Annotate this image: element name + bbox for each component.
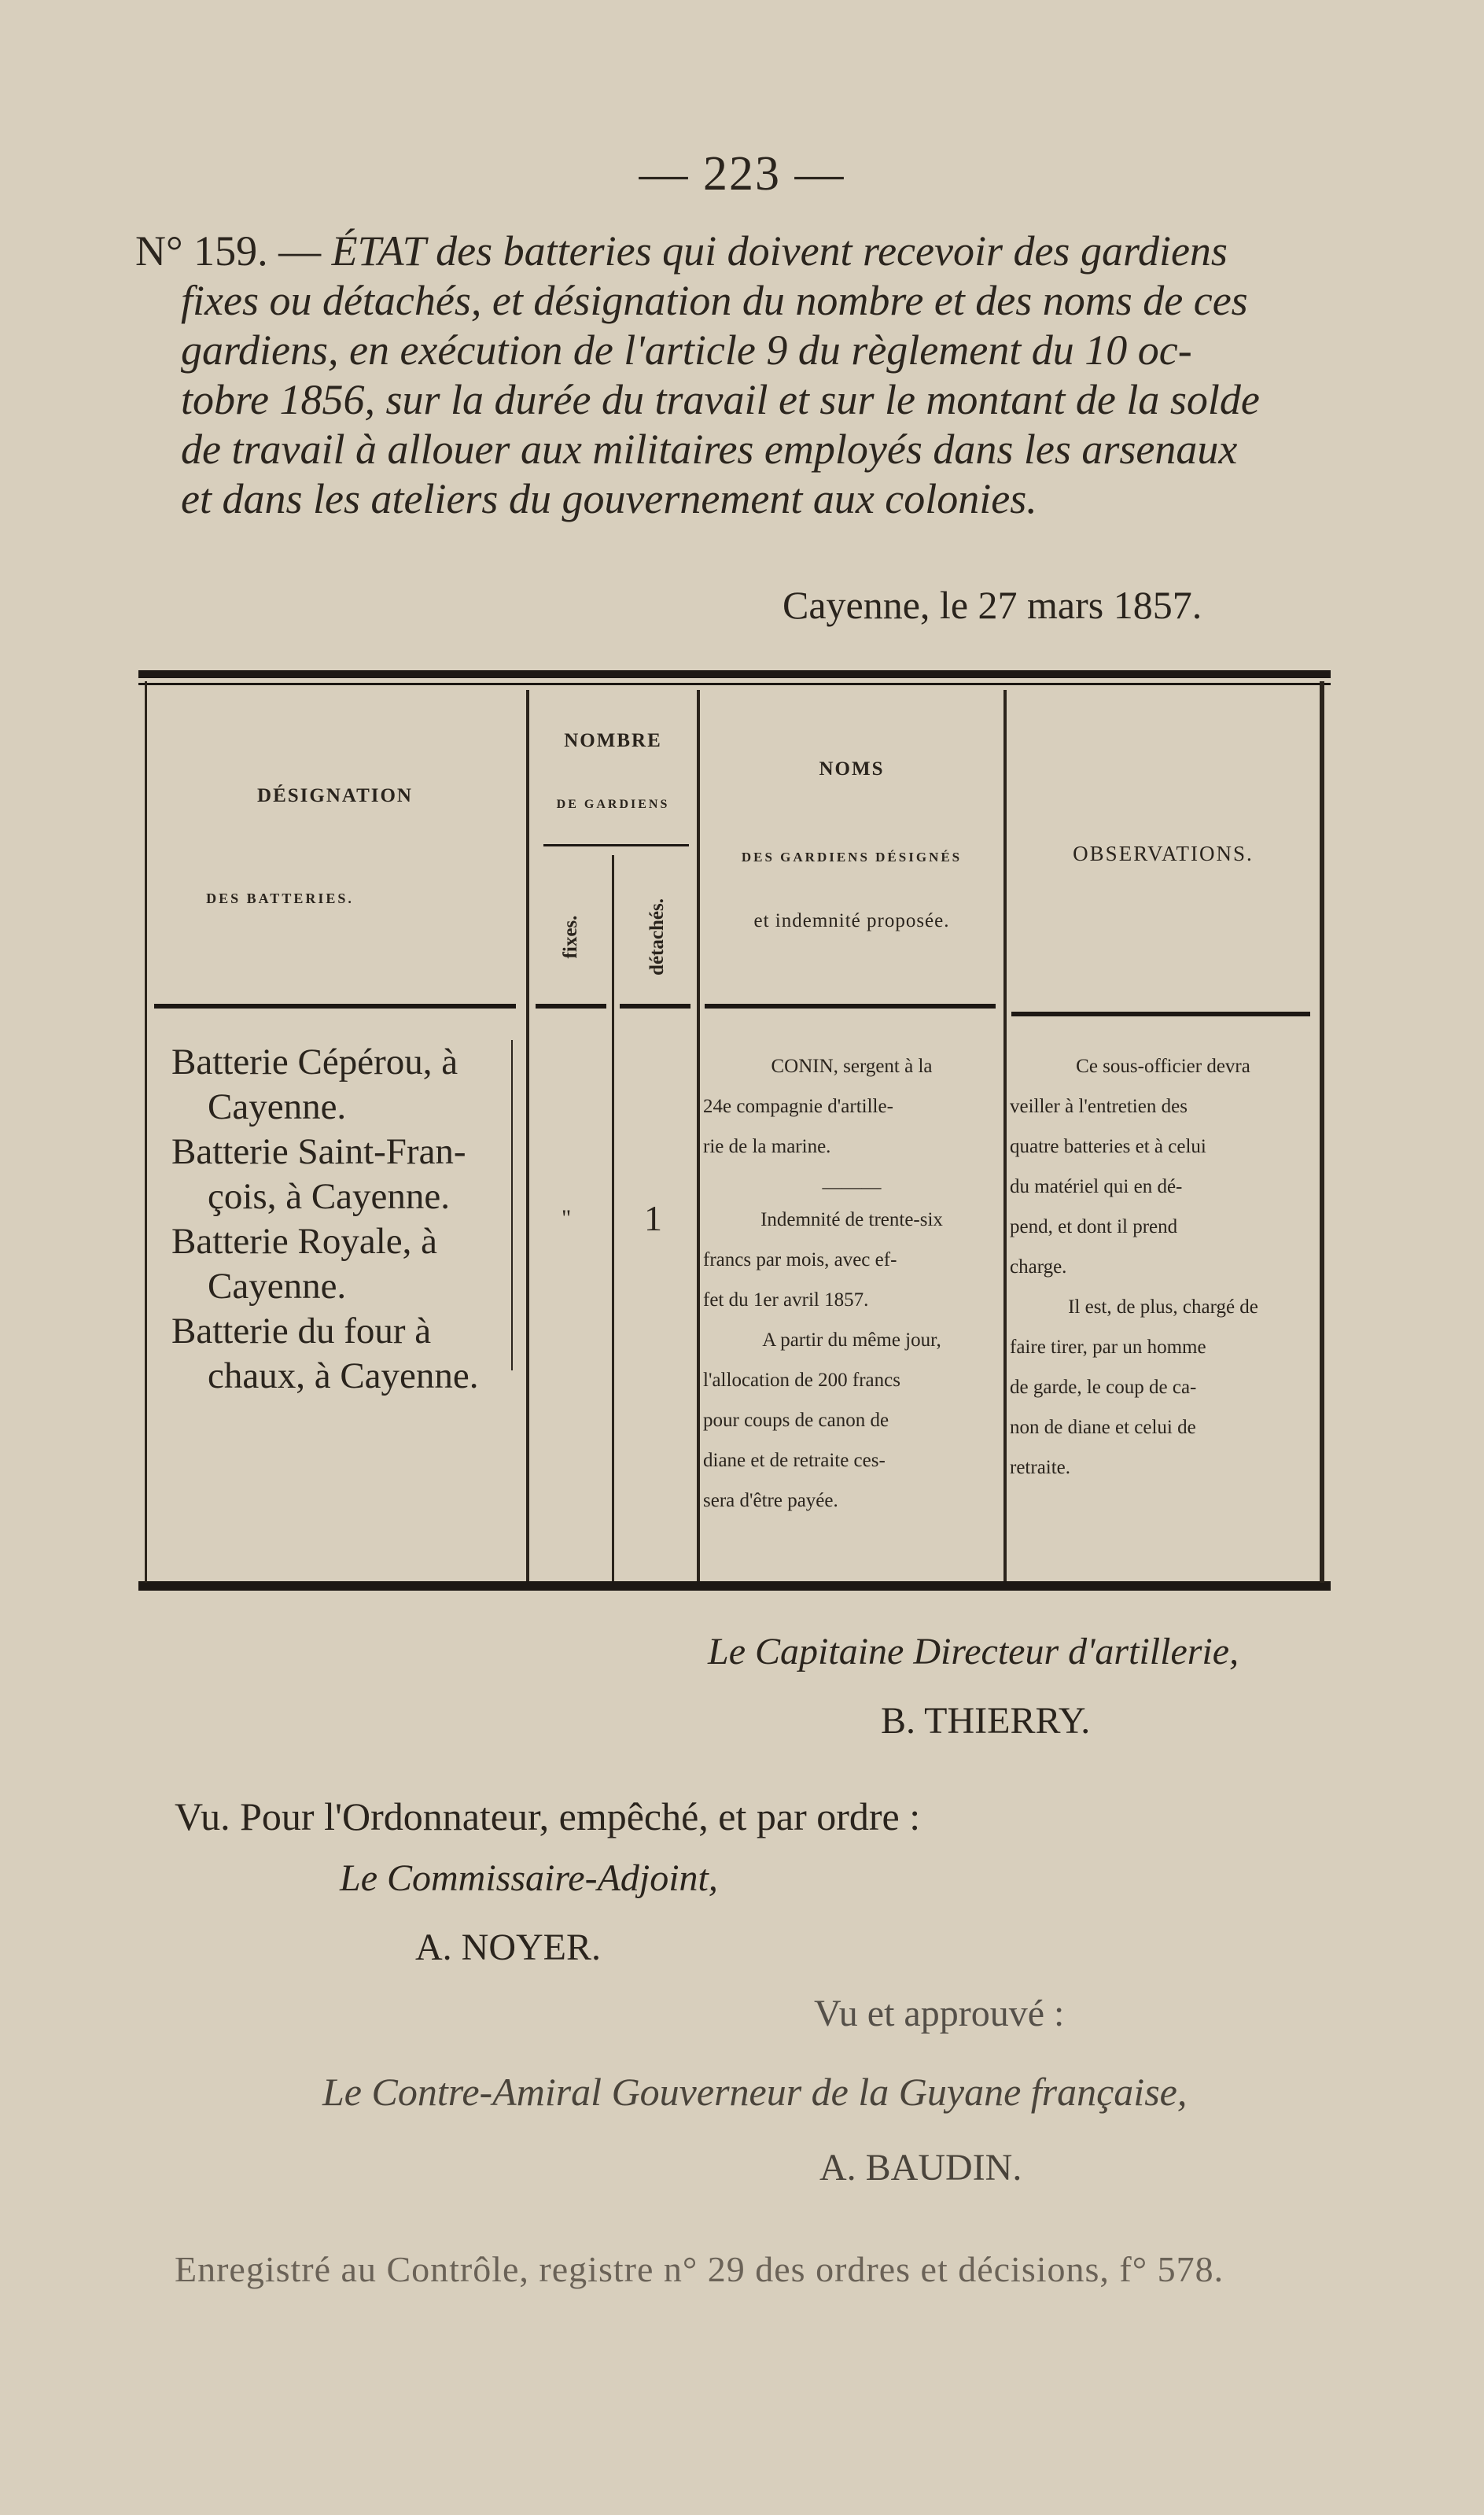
indemnite-line-2: francs par mois, avec ef- [703,1249,897,1270]
noms-separator: ——— [822,1177,882,1198]
col-sep-2 [697,690,700,1581]
battery-3-line2: Cayenne. [208,1266,347,1307]
header-nombre-sub: DE GARDIENS [556,798,670,811]
page-number: — 223 — [639,147,845,201]
col-sep-1 [526,690,529,1581]
battery-1-line1: Batterie Cépérou, à [171,1042,458,1082]
battery-3-line1: Batterie Royale, à [171,1221,437,1262]
battery-1-line2: Cayenne. [208,1086,347,1127]
dateline: Cayenne, le 27 mars 1857. [783,583,1202,627]
allocation-line-3: pour coups de canon de [703,1410,889,1431]
obs-line-4: du matériel qui en dé- [1010,1176,1183,1197]
heading-line-3: gardiens, en exécution de l'article 9 du règlement du 10 oc- [181,326,1192,374]
allocation-line-2: l'allocation de 200 francs [703,1370,900,1391]
battery-2-line1: Batterie Saint-Fran- [171,1131,466,1172]
table-top-rule [138,670,1331,678]
battery-2-line2: çois, à Cayenne. [208,1176,451,1217]
observations-cell [1010,1046,1316,1488]
header-designation: DÉSIGNATION [257,785,413,806]
commissaire-name: A. NOYER. [415,1927,601,1968]
obs-line-6: charge. [1010,1256,1067,1278]
obs-line-5: pend, et dont il prend [1010,1216,1178,1237]
heading-line-1-text: des batteries qui doivent recevoir des gardiens [425,227,1228,275]
header-observations: OBSERVATIONS. [1073,842,1254,865]
governor-title: Le Contre-Amiral Gouverneur de la Guyane française, [322,2070,1188,2114]
header-rule-fixes [536,1004,606,1009]
obs-line-2: veiller à l'entretien des [1010,1096,1188,1117]
heading-number: N° 159. — [135,227,332,275]
header-fixes: fixes. [560,915,581,959]
vu-line: Vu. Pour l'Ordonnateur, empêché, et par ordre : [175,1794,921,1838]
header-detaches: détachés. [646,898,668,975]
noms-line-3: rie de la marine. [703,1136,831,1157]
heading-title-word: ÉTAT [331,227,425,275]
allocation-line-4: diane et de retraite ces- [703,1450,886,1471]
heading-line-6: et dans les ateliers du gouvernement aux colonies. [181,475,1037,522]
obs-line-11: retraite. [1010,1457,1071,1478]
obs-line-10: non de diane et celui de [1010,1417,1196,1438]
indemnite-line-1: Indemnité de trente-six [760,1209,943,1230]
allocation-line-5: sera d'être payée. [703,1490,838,1511]
batteries-table [138,670,1331,1599]
detaches-value: 1 [644,1198,662,1238]
battery-bracket [511,1040,513,1370]
obs-line-8: faire tirer, par un homme [1010,1337,1206,1358]
allocation-line-1: A partir du même jour, [762,1329,941,1351]
col-sep-3 [1003,690,1007,1581]
heading-line-1 [135,227,1331,276]
approuve-line: Vu et approuvé : [814,1993,1065,2034]
header-rule-col1 [154,1004,516,1009]
obs-line-7: Il est, de plus, chargé de [1068,1296,1258,1318]
captain-name: B. THIERRY. [881,1700,1091,1742]
table-right-border [1320,681,1324,1583]
heading-line-5: de travail à allouer aux militaires employés dans les arsenaux [181,426,1238,473]
heading [135,227,1331,524]
heading-line-2: fixes ou détachés, et désignation du nombre et des noms de ces [181,277,1248,324]
noms-line-1: CONIN, sergent à la [771,1056,933,1077]
fixes-value: " [562,1205,572,1231]
col-sep-nombre-inner [612,855,614,1581]
battery-4-line2: chaux, à Cayenne. [208,1355,479,1396]
header-rule-obs [1011,1012,1310,1016]
header-designation-sub: DES BATTERIES. [206,891,354,906]
header-noms-sub: DES GARDIENS DÉSIGNÉS [741,850,963,865]
obs-line-3: quatre batteries et à celui [1010,1136,1206,1157]
header-rule-detaches [620,1004,690,1009]
noms-cell [703,1046,1000,1521]
battery-4-line1: Batterie du four à [171,1311,432,1352]
header-noms: NOMS [819,758,885,780]
captain-title: Le Capitaine Directeur d'artillerie, [708,1631,1239,1672]
obs-line-1: Ce sous-officier devra [1076,1056,1250,1077]
table-left-border [145,681,147,1583]
table-bottom-rule [138,1581,1331,1591]
battery-list [171,1040,517,1399]
noms-line-2: 24e compagnie d'artille- [703,1096,893,1117]
nombre-brace [543,844,689,846]
header-rule-noms [705,1004,996,1009]
table-top-rule-thin [138,683,1331,685]
obs-line-9: de garde, le coup de ca- [1010,1377,1197,1398]
header-nombre: NOMBRE [564,730,662,751]
commissaire-title: Le Commissaire-Adjoint, [340,1857,718,1899]
registration-footer: Enregistré au Contrôle, registre n° 29 des ordres et décisions, f° 578. [175,2249,1224,2289]
indemnite-line-3: fet du 1er avril 1857. [703,1289,869,1311]
heading-line-4: tobre 1856, sur la durée du travail et sur le montant de la solde [181,376,1260,423]
governor-name: A. BAUDIN. [819,2147,1022,2189]
header-noms-indemnite: et indemnité proposée. [753,910,950,931]
